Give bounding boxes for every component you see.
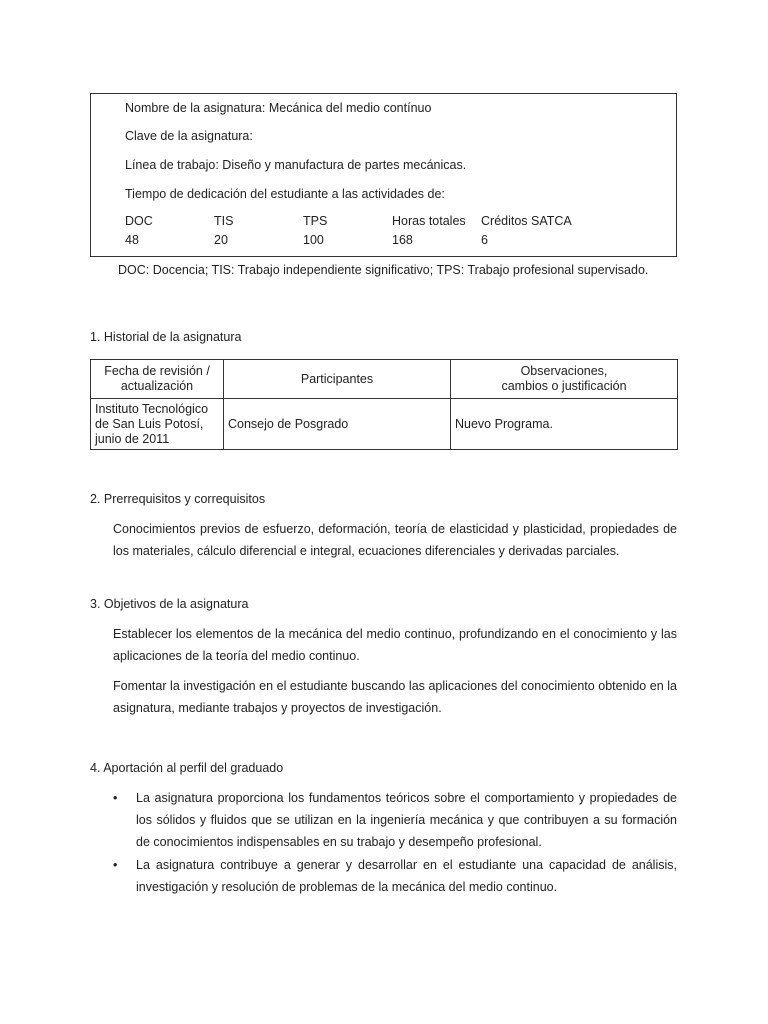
header-observations: Observaciones, cambios o justificación: [451, 360, 678, 399]
subject-name: Nombre de la asignatura: Mecánica del medio contínuo: [125, 101, 432, 115]
hours-satca: [481, 214, 572, 247]
hours-label: Horas totales: [392, 214, 466, 228]
prereq-title: 2. Prerrequisitos y correquisitos: [90, 492, 266, 506]
objective-2: Fomentar la investigación en el estudiante buscando las aplicaciones del conocimiento obtenido en la asignatura, mediante trabajos y proyectos de investigación.: [113, 679, 677, 715]
hours-label: DOC: [125, 214, 153, 228]
hours-value: 20: [214, 233, 228, 247]
list-item-text: La asignatura proporciona los fundamentos teóricos sobre el comportamiento y propiedades de los sólidos y fluidos que se utilizan en la ingeniería mecánica y que contribuyen a su formación de conocimientos indispensables en su trabajo y desempeño profesional.: [136, 791, 677, 849]
hours-doc: [125, 214, 153, 247]
dedication-time: Tiempo de dedicación del estudiante a las actividades de:: [125, 187, 445, 201]
bullet-icon: •: [113, 858, 118, 872]
bullet-icon: •: [113, 791, 118, 805]
hours-label: TPS: [303, 214, 328, 228]
history-table: [90, 359, 678, 450]
hours-value: 100: [303, 233, 324, 247]
cell-institution: Instituto Tecnológico de San Luis Potosí, junio de 2011: [91, 399, 224, 450]
hours-label: TIS: [214, 214, 234, 228]
objective-1: Establecer los elementos de la mecánica del medio continuo, profundizando en el conocimiento y las aplicaciones de la teoría del medio continuo.: [113, 627, 677, 663]
cell-participants: Consejo de Posgrado: [224, 399, 451, 450]
hours-value: 48: [125, 233, 139, 247]
hours-tps: [303, 214, 327, 247]
hours-label: Créditos SATCA: [481, 214, 572, 228]
subject-key: Clave de la asignatura:: [125, 129, 253, 143]
hours-value: 6: [481, 233, 488, 247]
history-title: 1. Historial de la asignatura: [90, 330, 242, 344]
table-header-row: [91, 360, 678, 399]
hours-tis: [214, 214, 233, 247]
contribution-list: [113, 787, 677, 899]
cell-observations: Nuevo Programa.: [451, 399, 678, 450]
hours-total: [392, 214, 466, 247]
table-row: [91, 399, 678, 450]
list-item-text: La asignatura contribuye a generar y desarrollar en el estudiante una capacidad de análisis, investigación y resolución de problemas de la mecánica del medio continuo.: [136, 858, 677, 894]
prereq-text: Conocimientos previos de esfuerzo, deformación, teoría de elasticidad y plasticidad, propiedades de los materiales, cálculo diferencial e integral, ecuaciones diferenciales y derivadas parciales.: [113, 522, 677, 558]
subject-info-box: [90, 93, 677, 257]
hours-value: 168: [392, 233, 413, 247]
objectives-title: 3. Objetivos de la asignatura: [90, 597, 249, 611]
hours-legend: DOC: Docencia; TIS: Trabajo independiente significativo; TPS: Trabajo profesional supervisado.: [118, 263, 649, 277]
header-participants: Participantes: [224, 360, 451, 399]
contribution-title: 4. Aportación al perfil del graduado: [90, 761, 284, 775]
list-item: [113, 787, 677, 853]
work-line: Línea de trabajo: Diseño y manufactura de partes mecánicas.: [125, 158, 467, 172]
header-revision-date: Fecha de revisión / actualización: [91, 360, 224, 399]
list-item: [113, 854, 677, 898]
